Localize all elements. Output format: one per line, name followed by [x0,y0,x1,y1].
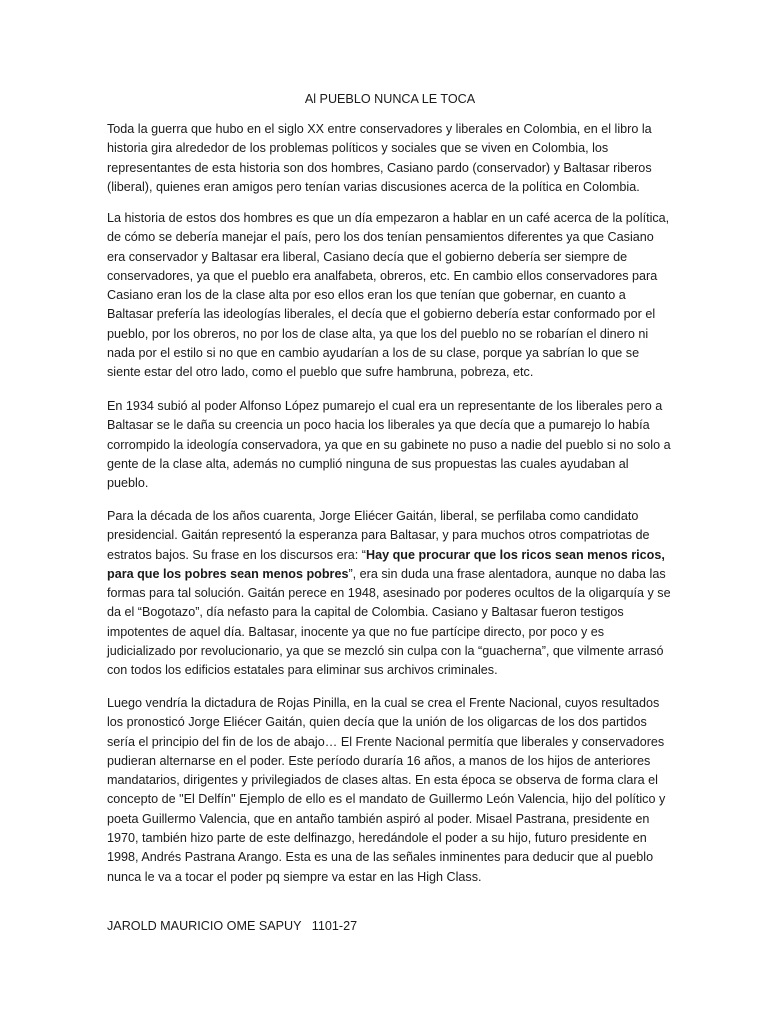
document-page [107,0,673,1024]
paragraph-4-text-after: ”, era sin duda una frase alentadora, aunque no daba las formas para tal solución. Gaitán perece en 1948, asesinado por poderes ocultos de la oligarquía y se da el “Bogotazo”, día nefasto para la capital de Colombia. Casiano y Baltasar fueron testigos impotentes de aquel día. Baltasar, inocente ya que no fue partícipe directo, por poco y es judicializado por revolucionario, ya que se mezcló sin culpa con la “guacherna”, que vilmente arrasó con todos los edificios estatales para eliminar sus archivos criminales. [107,566,671,678]
paragraph-3: En 1934 subió al poder Alfonso López pumarejo el cual era un representante de los liberales pero a Baltasar se le daña su creencia un poco hacia los liberales ya que decía que a pumarejo lo había corrompido la ideología conservadora, ya que en su gabinete no puso a nadie del pueblo si no solo a gente de la clase alta, además no cumplió ninguna de sus propuestas las cuales ayudaban al pueblo. [107,399,671,491]
paragraph-1: Toda la guerra que hubo en el siglo XX entre conservadores y liberales en Colombia, en el libro la historia gira alrededor de los problemas políticos y sociales que se viven en Colombia, los representantes de esta historia son dos hombres, Casiano pardo (conservador) y Baltasar riberos (liberal), quienes eran amigos pero tenían varias discusiones acerca de la política en Colombia. [107,122,652,194]
document-title: Al PUEBLO NUNCA LE TOCA [304,92,476,106]
paragraph-4-text-before: Para la década de los años cuarenta, Jorge Eliécer Gaitán, liberal, se perfilaba como candidato presidencial. Gaitán representó la esperanza para Baltasar, y para muchos otros compatriotas de estratos bajos. Su frase en los discursos era: “ [107,509,650,562]
gaitan-quote: Hay que procurar que los ricos sean menos ricos, para que los pobres sean menos pobres [107,547,665,581]
paragraph-4 [107,507,673,681]
author-signature: JAROLD MAURICIO OME SAPUY 1101-27 [107,919,358,933]
paragraph-5: Luego vendría la dictadura de Rojas Pinilla, en la cual se crea el Frente Nacional, cuyos resultados los pronosticó Jorge Eliécer Gaitán, quien decía que la unión de los oligarcas de los dos partidos sería el principio del fin de los de abajo… El Frente Nacional permitía que liberales y conservadores pudieran alternarse en el poder. Este período duraría 16 años, a manos de los hijos de anteriores mandatarios, dirigentes y privilegiados de clases altas. En esta época se observa de forma clara el concepto de "El Delfín" Ejemplo de ello es el mandato de Guillermo León Valencia, hijo del político y poeta Guillermo Valencia, que en antaño también aspiró al poder. Misael Pastrana, presidente en 1970, también hizo parte de este delfinazgo, heredándole el poder a su hijo, futuro presidente en 1998, Andrés Pastrana Arango. Esta es una de las señales inminentes para deducir que al pueblo nunca le va a tocar el poder pq siempre va estar en las High Class. [107,696,666,884]
paragraph-2: La historia de estos dos hombres es que un día empezaron a hablar en un café acerca de la política, de cómo se debería manejar el país, pero los dos tenían pensamientos diferentes ya que Casiano era conservador y Baltasar era liberal, Casiano decía que el gobierno debería ser siempre de conservadores, ya que el pueblo era analfabeta, obreros, etc. En cambio ellos conservadores para Casiano eran los de la clase alta por eso ellos eran los que tenían que gobernar, en cuanto a Baltasar prefería las ideologías liberales, el decía que el gobierno debería estar conformado por el pueblo, por los obreros, no por los de clase alta, ya que los del pueblo no se robarían el dinero ni nada por el estilo si no que en cambio ayudarían a los de su clase, porque ya sabrían lo que se siente estar del otro lado, como el pueblo que sufre hambruna, pobreza, etc. [107,211,670,380]
